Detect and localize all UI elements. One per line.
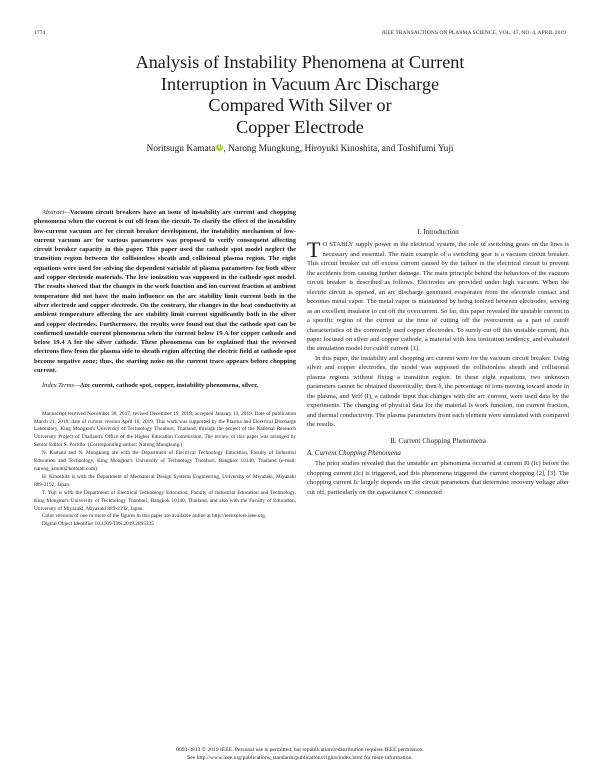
copyright-line: 0093-3813 © 2019 IEEE. Personal use is permitted, but republication/redistribution requires IEEE permission. xyxy=(176,747,424,753)
title-line: Interruption in Vacuum Arc Discharge xyxy=(160,73,440,94)
drop-cap: T xyxy=(307,237,321,263)
section-paragraph: The prior studies revealed that the unstable arc phenomena occurred at current I0 (Ic) before the chopping current (Ic) is triggered, and this phenomena triggered the current chopping [2], [3]. The chopping current Ic largely depends on the circuit parameters that determine recovery voltage after cut off, particularly on the capacitance C connected xyxy=(307,460,569,496)
index-terms-text: Arc current, cathode spot, copper, instability phenomena, silver. xyxy=(79,382,259,390)
orcid-icon[interactable]: iD xyxy=(217,144,223,150)
copyright-notice xyxy=(40,747,560,762)
section-heading: I. Introduction xyxy=(417,228,459,236)
footnote: N. Kamata and N. Mungkung are with the Department of Electrical Technology Education, Faculty of Industrial Education and Technology, King Mongkut's University of Technology Thonburi, Bangkok 10140, Thailand (e-mail: narong_kmutt@hotmail.com). xyxy=(34,450,296,472)
title-line: Copper Electrode xyxy=(236,116,364,137)
footnote: Digital Object Identifier 10.1109/TPS.2019.2895235 xyxy=(42,521,154,528)
abstract-label: Abstract— xyxy=(42,209,71,216)
title-line: Analysis of Instability Phenomena at Current xyxy=(135,52,465,72)
footnote: Manuscript received November 30, 2017; revised December 19, 2018; accepted January 13, 2019. Date of publication March 21, 2019; date of current version April 10, 2019. This work was supported by the Plasma and Electrical Discharge Laboratory, King Mongkut's University of Technology Thonburi, Thailand, through the project of the National Research University Project of Thailand's Office of the Higher Education Commission. The review of this paper was arranged by Senior Editor S. Portillo. (Corresponding author: Narong Mungkung.) xyxy=(34,410,296,449)
footnote: T. Yuji is with the Department of Electrical Technology Education, Faculty of Industrial Education and Technology, King Mongkut's University of Technology Thonburi, Bangkok 10140, Thailand, and also with the Faculty of Education, University of Miyazaki, Miyazaki 889-2192, Japan. xyxy=(34,489,296,512)
author-list xyxy=(40,144,560,154)
footnote: Color versions of one or more of the figures in this paper are available online at http://ieeexplore.ieee.org. xyxy=(42,513,267,520)
paper-title xyxy=(40,52,560,138)
subsection-heading: A. Current Chopping Phenomena xyxy=(307,448,401,457)
journal-header: IEEE TRANSACTIONS ON PLASMA SCIENCE, VOL. 47, NO. 4, APRIL 2019 xyxy=(381,30,566,36)
section-heading: II. Current Chopping Phenomena xyxy=(390,436,486,445)
footnotes xyxy=(34,411,296,530)
intro-paragraph: In this paper, the instability and chopping arc current were for the vacuum circuit breaker. Using silver and copper electrodes, the model was supposed the collisionless sheath and collisional plasma regions without fixing a transition region. In these eight equations, two unknown parameters cannot be obtained theoretically; then δ, the percentage of ions moving toward anode in the plasma, and Veff (I), a cathode input that changes with the arc current, were used data by the experiments. The changing of physical data for the material is work function, ion current fraction, and thermal conductivity. The plasma parameters from each element were simulated with compared the results. xyxy=(307,354,569,429)
right-column xyxy=(307,228,569,497)
index-terms xyxy=(34,381,296,390)
index-terms-label: Index Terms— xyxy=(42,382,80,390)
title-line: Compared With Silver or xyxy=(208,95,392,116)
left-column xyxy=(34,208,296,529)
abstract xyxy=(34,208,296,375)
intro-text: O STABLY supply power in the electrical system, the role of switching gears on the lines is necessary and essential. The main example of a switching gear is a vacuum circuit breaker. This circuit breaker cut off excess current caused by the failure in the electrical circuit to prevent the accidents from causing further damage. The main principle behind the behaviors of the vacuum circuit breaker is described as follows. Electrodes are provided under high vacuum. When the electric circuit is opened, an arc discharge generated evaporates from the electrode contact and becomes metal vapor. The metal vapor is maintained by being ionized between electrodes, serving as an excellent insulator to cut off the overcurrent. So far, this paper revealed the unstable current in a specific region of the current at the time of cutting off the overcurrent as a part of cutoff characteristics of the commonly used copper electrodes. To surely cut off this unstable current, this paper focused on silver and copper cathode, a material with less ionization tendency, and evaluated the simulation model for cutoff current [1]. xyxy=(307,241,569,353)
author-first: Noritsugu Kamata xyxy=(146,144,216,154)
page-number: 1774 xyxy=(34,30,46,36)
footnote: H. Kinoshita is with the Department of Mechanical Design Systems Engineering, University of Miyazaki, Miyazaki 889-2192, Japan. xyxy=(34,473,296,488)
abstract-text: Vacuum circuit breakers have an issue of instability arc current and chopping phenomena when the current is cut off from the circuit. To clarify the effect of the instability low-current vacuum arc for circuit breaker development, the instability mechanism of low-current vacuum arc for various parameters was proposed to verify consequent affecting circuit breaker capacity in this paper. This paper used the cathode spot model neglect the transition region between the collisionless sheath and collisional plasma region. The eight equations were used for solving the dependent variable of plasma parameters for both silver and copper electrode materials. The low ionization was supposed in the cathode spot model. The results showed that the changes in the work function and ion current fraction at ambient temperature did not have the main influence on the arc stability limit current both in the silver electrode and copper electrode. On the contrary, the changes in the heat conductivity at ambient temperature affecting the arc stability limit current significantly both in the silver and copper electrodes. Furthermore, the results were found out that the cathode spot can be confirmed unstable current phenomena when the current below 19 A for copper cathode and below 19.4 A for the silver cathode. These phenomena can be explained that the reversed electrons flow from the plasma side to sheath region affecting the electric field at cathode spot become negative zone; thus, the starting noise on the current trace appears before chopping current. xyxy=(34,209,296,375)
author-rest: , Narong Mungkung, Hiroyuki Kinoshita, and Toshifumi Yuji xyxy=(223,144,454,154)
intro-paragraph xyxy=(307,237,569,353)
rights-link-line[interactable]: See http://www.ieee.org/publications_standards/publications/rights/index.html for more information. xyxy=(187,754,413,761)
